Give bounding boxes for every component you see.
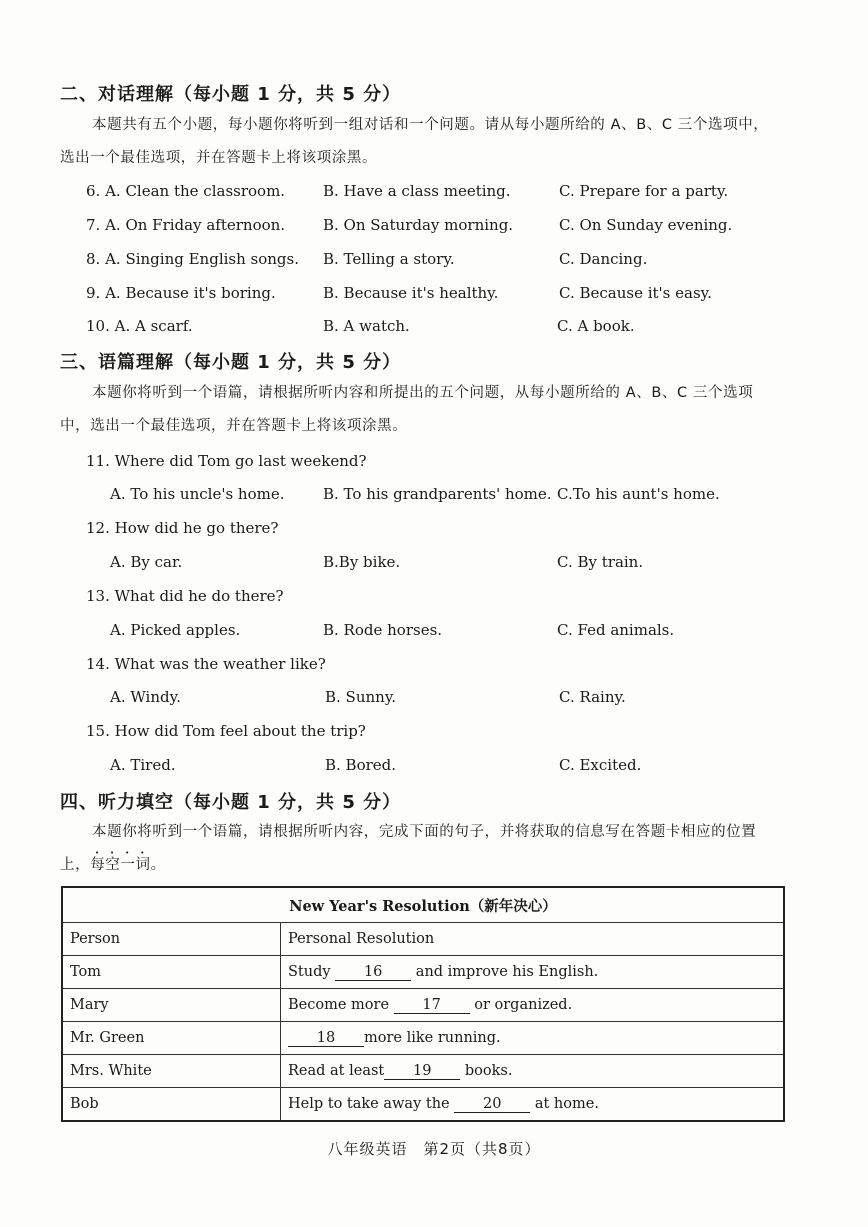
question-options (0, 756, 868, 780)
option-b: B. A watch. (323, 317, 410, 335)
option-c: C. Dancing. (559, 250, 648, 268)
column-header-resolution: Personal Resolution (281, 923, 785, 956)
option-a: 8. A. Singing English songs. (86, 250, 300, 268)
option-b: B.By bike. (323, 553, 401, 571)
question-row (0, 250, 868, 274)
option-b: B. Because it's healthy. (323, 284, 499, 302)
answer-blank: 16 (335, 964, 411, 981)
resolution-post: books. (460, 1062, 513, 1079)
person-cell: Bob (62, 1088, 281, 1122)
option-a: A. To his uncle's home. (110, 485, 285, 503)
question-row (0, 317, 868, 341)
resolution-pre: Help to take away the (288, 1095, 455, 1112)
table-row (62, 956, 784, 989)
section-instruction-dialogue: 本题共有五个小题，每小题你将听到一组对话和一个问题。请从每小题所给的 A、B、C 三个选项中，选出一个最佳选项，并在答题卡上将该项涂黑。 (60, 117, 769, 166)
section-title-dialogue: 二、对话理解（每小题 1 分，共 5 分） (60, 84, 402, 105)
option-b: B. Sunny. (325, 688, 397, 706)
option-a: A. Tired. (110, 756, 176, 774)
option-c: C. On Sunday evening. (559, 216, 733, 234)
option-a: A. By car. (110, 553, 183, 571)
resolution-cell (281, 1022, 785, 1055)
resolution-post: more like running. (364, 1029, 501, 1046)
section-instruction-passage: 本题你将听到一个语篇，请根据所听内容和所提出的五个问题，从每小题所给的 A、B、C 三个选项中，选出一个最佳选项，并在答题卡上将该项涂黑。 (60, 385, 754, 434)
option-c: C. Fed animals. (557, 621, 675, 639)
question-stem: 12. How did he go there? (86, 519, 279, 537)
question-row (0, 182, 868, 206)
option-b: B. Bored. (325, 756, 397, 774)
resolution-post: and improve his English. (411, 963, 599, 980)
resolution-cell (281, 956, 785, 989)
option-b: B. Telling a story. (323, 250, 455, 268)
resolution-pre: Study (288, 963, 336, 980)
person-cell: Mary (62, 989, 281, 1022)
option-a: 7. A. On Friday afternoon. (86, 216, 286, 234)
table-header-row (62, 923, 784, 956)
option-b: B. Rode horses. (323, 621, 443, 639)
instruction-emphasis: 每空一词 (90, 857, 151, 873)
answer-blank: 19 (384, 1063, 460, 1080)
option-a: A. Picked apples. (110, 621, 241, 639)
page-footer: 八年级英语 第2页（共8页） (327, 1140, 541, 1158)
option-b: B. Have a class meeting. (323, 182, 511, 200)
section-title-fill: 四、听力填空（每小题 1 分，共 5 分） (60, 792, 402, 813)
option-c: C. By train. (557, 553, 644, 571)
option-b: B. To his grandparents' home. (323, 485, 552, 503)
column-header-person: Person (62, 923, 281, 956)
resolution-cell (281, 989, 785, 1022)
table-row (62, 989, 784, 1022)
question-stem: 14. What was the weather like? (86, 655, 326, 673)
option-a: 10. A. A scarf. (86, 317, 193, 335)
instruction-end: 。 (150, 857, 166, 873)
instruction-text: 本题你将听到一个语篇，请根据所听内容，完成下面的句子，并将获取的信息写在答题卡相应的位置上， (60, 824, 757, 873)
table-row (62, 1022, 784, 1055)
option-c: C. Rainy. (559, 688, 626, 706)
option-c: C. Excited. (559, 756, 642, 774)
option-b: B. On Saturday morning. (323, 216, 514, 234)
resolution-cell (281, 1088, 785, 1122)
question-options (0, 553, 868, 577)
option-c: C. Prepare for a party. (559, 182, 729, 200)
section-instruction-fill (60, 816, 772, 882)
section-title-passage: 三、语篇理解（每小题 1 分，共 5 分） (60, 352, 402, 373)
option-c: C. Because it's easy. (559, 284, 712, 302)
table-row (62, 1088, 784, 1122)
person-cell: Mr. Green (62, 1022, 281, 1055)
table-row (62, 1055, 784, 1088)
question-options (0, 485, 868, 509)
option-c: C. A book. (557, 317, 635, 335)
answer-blank: 17 (394, 997, 470, 1014)
question-row (0, 284, 868, 308)
question-stem: 13. What did he do there? (86, 587, 284, 605)
resolution-post: or organized. (469, 996, 573, 1013)
question-row (0, 216, 868, 240)
person-cell: Tom (62, 956, 281, 989)
resolution-cell (281, 1055, 785, 1088)
question-stem: 11. Where did Tom go last weekend? (86, 452, 367, 470)
resolution-pre: Read at least (288, 1062, 385, 1079)
resolution-table (61, 886, 785, 1122)
option-a: A. Windy. (110, 688, 181, 706)
question-options (0, 621, 868, 645)
resolution-post: at home. (530, 1095, 599, 1112)
question-options (0, 688, 868, 712)
option-a: 6. A. Clean the classroom. (86, 182, 286, 200)
answer-blank: 18 (288, 1030, 364, 1047)
option-a: 9. A. Because it's boring. (86, 284, 276, 302)
answer-blank: 20 (454, 1096, 530, 1113)
question-stem: 15. How did Tom feel about the trip? (86, 722, 366, 740)
person-cell: Mrs. White (62, 1055, 281, 1088)
option-c: C.To his aunt's home. (557, 485, 720, 503)
table-caption: New Year's Resolution（新年决心） (62, 887, 784, 923)
resolution-pre: Become more (288, 996, 394, 1013)
